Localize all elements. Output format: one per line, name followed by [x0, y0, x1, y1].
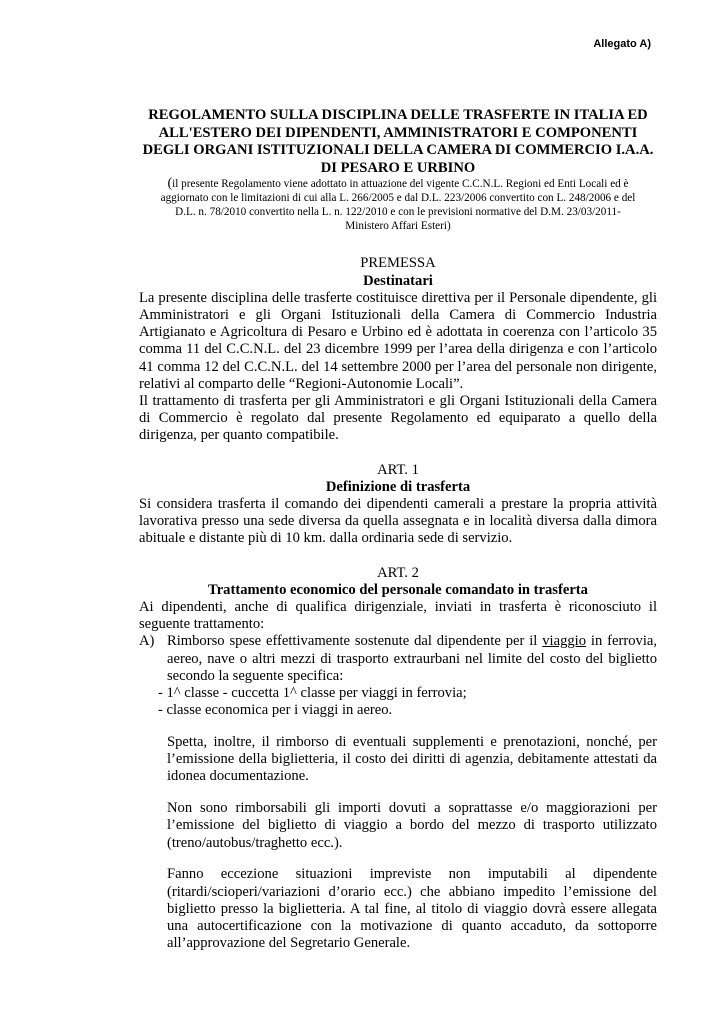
art1-text: Si considera trasferta il comando dei dipendenti camerali a prestare la propria attività lavorativa presso una sede diversa da quella assegnata e in località diversa dalla dimora abituale e distante più di 10 km. dalla ordinaria sede di servizio. — [139, 496, 657, 547]
note-line — [139, 177, 657, 191]
attachment-label: Allegato A) — [593, 38, 651, 50]
art2-heading: ART. 2 — [377, 564, 419, 581]
title-line: ALL'ESTERO DEI DIPENDENTI, AMMINISTRATORI E COMPONENTI — [158, 124, 638, 141]
item-letter: A) — [139, 633, 155, 650]
premessa-paragraph: La presente disciplina delle trasferte costituisce direttiva per il Personale dipendente, gli Amministratori e gli Organi Istituzionali della Camera di Commercio Industria Artigianato e Agricoltura di Pesaro e Urbino ed è adottata in coerenza con l’articolo 35 comma 11 del C.C.N.L. del 23 dicembre 1999 per l’area della dirigenza e con l’articolo 41 comma 12 del C.C.N.L. del 14 settembre 2000 per l’area del personale non dirigente, relativi al comparto delle “Regioni-Autonomie Locali”. — [139, 289, 657, 392]
art1-heading: ART. 1 — [377, 461, 419, 478]
item-a-text-after: in ferrovia, aereo, nave o altri mezzi di trasporto extraurbani nel limite del costo del biglietto secondo la seguente specifica: — [167, 633, 657, 684]
note-line: aggiornato con le limitazioni di cui alla L. 266/2005 e dal D.L. 223/2006 convertito con L. 248/2006 e del — [160, 192, 636, 205]
item-a-underlined: viaggio — [542, 633, 587, 650]
premessa-heading: PREMESSA — [360, 255, 436, 272]
document-title — [139, 107, 657, 177]
note-first-text: il presente Regolamento viene adottato in attuazione del vigente C.C.N.L. Regioni ed Enti Locali ed è — [172, 178, 629, 191]
title-line: DEGLI ORGANI ISTITUZIONALI DELLA CAMERA DI COMMERCIO I.A.A. — [142, 142, 654, 159]
premessa-subheading: Destinatari — [363, 272, 433, 289]
art1-section — [139, 462, 657, 548]
art2-intro: Ai dipendenti, anche di qualifica dirigenziale, inviati in trasferta è riconosciuto il seguente trattamento: — [139, 599, 657, 633]
art2-section — [139, 565, 657, 953]
note-line: D.L. n. 78/2010 convertito nella L. n. 122/2010 e con le previsioni normative del D.M. 23/03/2011- — [175, 206, 621, 219]
premessa-section — [139, 255, 657, 444]
dash-item: - 1^ classe - cuccetta 1^ classe per viaggi in ferrovia; — [158, 685, 467, 702]
title-line: REGOLAMENTO SULLA DISCIPLINA DELLE TRASFERTE IN ITALIA ED — [148, 107, 648, 123]
document-body — [139, 107, 657, 967]
dash-item: - classe economica per i viaggi in aereo. — [158, 702, 393, 719]
regulation-note — [139, 177, 657, 233]
note-paren: ( — [167, 176, 173, 192]
art1-title: Definizione di trasferta — [325, 478, 471, 495]
art2-item-a — [139, 633, 657, 685]
item-a-text-before: Rimborso spese effettivamente sostenute dal dipendente per il — [167, 633, 543, 650]
art2-title: Trattamento economico del personale comandato in trasferta — [208, 581, 588, 598]
item-a-paragraph: Spetta, inoltre, il rimborso di eventuali supplementi e prenotazioni, nonché, per l’emissione della biglietteria, il costo dei diritti di agenzia, debitamente attestati da idonea documentazione. — [167, 734, 657, 785]
item-a-text — [167, 633, 657, 685]
item-a-paragraph: Fanno eccezione situazioni impreviste non imputabili al dipendente (ritardi/scioperi/variazioni d’orario ecc.) che abbiano impedito l’emissione del biglietto presso la biglietteria. A tal fine, al titolo di viaggio dovrà essere allegata una autocertificazione con la motivazione di quanto accaduto, da sottoporre all’approvazione del Segretario Generale. — [167, 866, 657, 952]
note-line: Ministero Affari Esteri) — [345, 220, 451, 233]
title-line: DI PESARO E URBINO — [320, 159, 476, 176]
item-a-paragraph: Non sono rimborsabili gli importi dovuti a soprattasse e/o maggiorazioni per l’emissione del biglietto di viaggio a bordo del mezzo di trasporto utilizzato (treno/autobus/traghetto ecc.). — [167, 800, 657, 851]
premessa-paragraph: Il trattamento di trasferta per gli Amministratori e gli Organi Istituzionali della Camera di Commercio è regolato dal presente Regolamento ed equiparato a quello della dirigenza, per quanto compatibile. — [139, 393, 657, 444]
